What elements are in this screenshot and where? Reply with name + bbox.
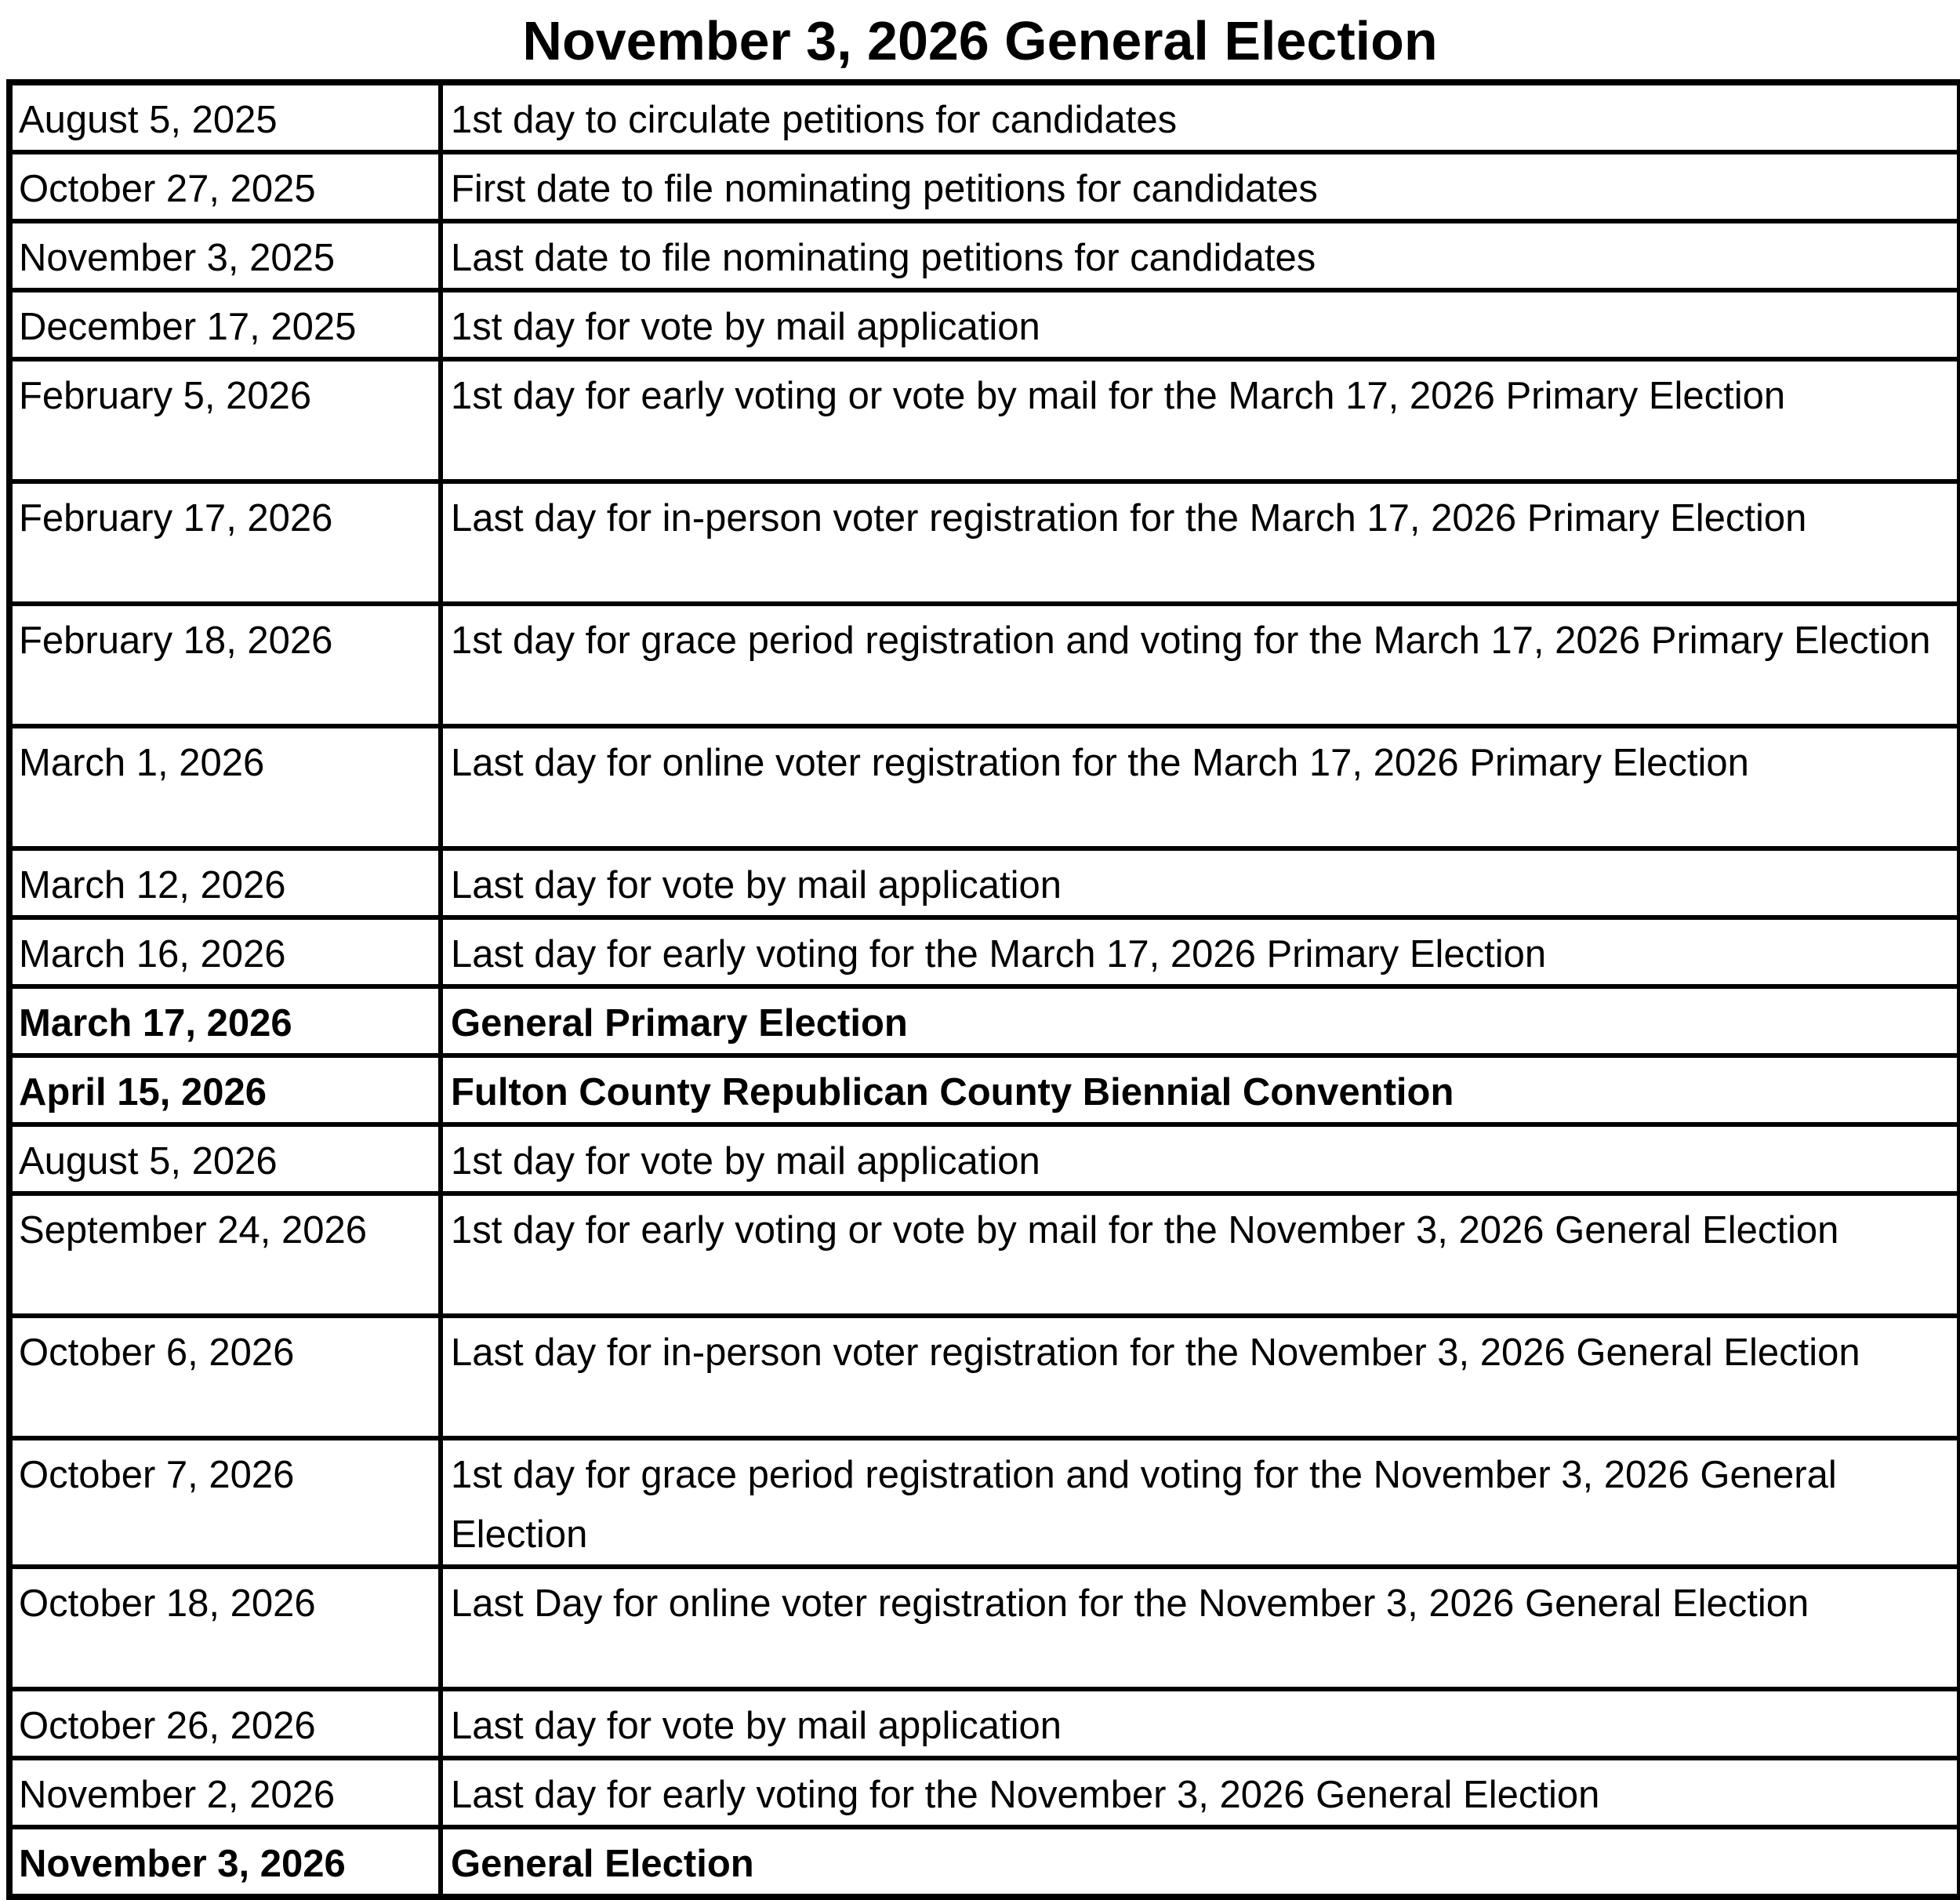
- date-cell: October 18, 2026: [9, 1567, 441, 1689]
- date-cell: February 18, 2026: [9, 604, 441, 726]
- table-row: [9, 917, 1960, 986]
- page-title: November 3, 2026 General Election: [522, 10, 1438, 71]
- date-cell: October 7, 2026: [9, 1438, 441, 1567]
- date-cell: October 6, 2026: [9, 1316, 441, 1438]
- date-cell: September 24, 2026: [9, 1193, 441, 1316]
- date-cell: August 5, 2026: [9, 1124, 441, 1193]
- date-cell: November 3, 2026: [9, 1827, 441, 1897]
- date-cell: February 17, 2026: [9, 481, 441, 604]
- event-cell: Last day for vote by mail application: [441, 848, 1960, 917]
- event-cell: Last day for early voting for the November 3, 2026 General Election: [441, 1758, 1960, 1827]
- table-row: [9, 986, 1960, 1055]
- date-cell: November 2, 2026: [9, 1758, 441, 1827]
- event-cell: 1st day for early voting or vote by mail for the March 17, 2026 Primary Election: [441, 359, 1960, 481]
- event-cell: Last Day for online voter registration for the November 3, 2026 General Election: [441, 1567, 1960, 1689]
- table-row: [9, 604, 1960, 726]
- table-row: [9, 1689, 1960, 1758]
- event-cell: Last day for online voter registration for the March 17, 2026 Primary Election: [441, 726, 1960, 848]
- table-row: [9, 290, 1960, 359]
- table-row: [9, 82, 1960, 152]
- event-cell: Last day for early voting for the March 17, 2026 Primary Election: [441, 917, 1960, 986]
- table-row: [9, 1124, 1960, 1193]
- date-cell: March 17, 2026: [9, 986, 441, 1055]
- date-cell: April 15, 2026: [9, 1055, 441, 1124]
- table-row: [9, 1438, 1960, 1567]
- table-row: [9, 359, 1960, 481]
- event-cell: General Primary Election: [441, 986, 1960, 1055]
- event-cell: 1st day for grace period registration and voting for the November 3, 2026 General Election: [441, 1438, 1960, 1567]
- table-row: [9, 1567, 1960, 1689]
- event-cell: General Election: [441, 1827, 1960, 1897]
- date-cell: November 3, 2025: [9, 221, 441, 290]
- event-cell: Last day for in-person voter registration for the November 3, 2026 General Election: [441, 1316, 1960, 1438]
- table-row: [9, 726, 1960, 848]
- table-row: [9, 1193, 1960, 1316]
- table-row: [9, 221, 1960, 290]
- date-cell: March 1, 2026: [9, 726, 441, 848]
- table-row: [9, 1827, 1960, 1897]
- date-cell: February 5, 2026: [9, 359, 441, 481]
- event-cell: 1st day for vote by mail application: [441, 290, 1960, 359]
- event-cell: Last date to file nominating petitions for candidates: [441, 221, 1960, 290]
- date-cell: October 26, 2026: [9, 1689, 441, 1758]
- table-row: [9, 1055, 1960, 1124]
- event-cell: 1st day to circulate petitions for candidates: [441, 82, 1960, 152]
- event-cell: First date to file nominating petitions for candidates: [441, 152, 1960, 221]
- date-cell: August 5, 2025: [9, 82, 441, 152]
- date-cell: October 27, 2025: [9, 152, 441, 221]
- table-row: [9, 1316, 1960, 1438]
- table-row: [9, 1758, 1960, 1827]
- event-cell: 1st day for grace period registration and voting for the March 17, 2026 Primary Election: [441, 604, 1960, 726]
- table-row: [9, 848, 1960, 917]
- event-cell: Fulton County Republican County Biennial Convention: [441, 1055, 1960, 1124]
- table-row: [9, 481, 1960, 604]
- election-schedule-table: [6, 79, 1960, 1900]
- event-cell: Last day for in-person voter registration for the March 17, 2026 Primary Election: [441, 481, 1960, 604]
- event-cell: Last day for vote by mail application: [441, 1689, 1960, 1758]
- date-cell: March 16, 2026: [9, 917, 441, 986]
- event-cell: 1st day for early voting or vote by mail for the November 3, 2026 General Election: [441, 1193, 1960, 1316]
- event-cell: 1st day for vote by mail application: [441, 1124, 1960, 1193]
- date-cell: December 17, 2025: [9, 290, 441, 359]
- table-row: [9, 152, 1960, 221]
- date-cell: March 12, 2026: [9, 848, 441, 917]
